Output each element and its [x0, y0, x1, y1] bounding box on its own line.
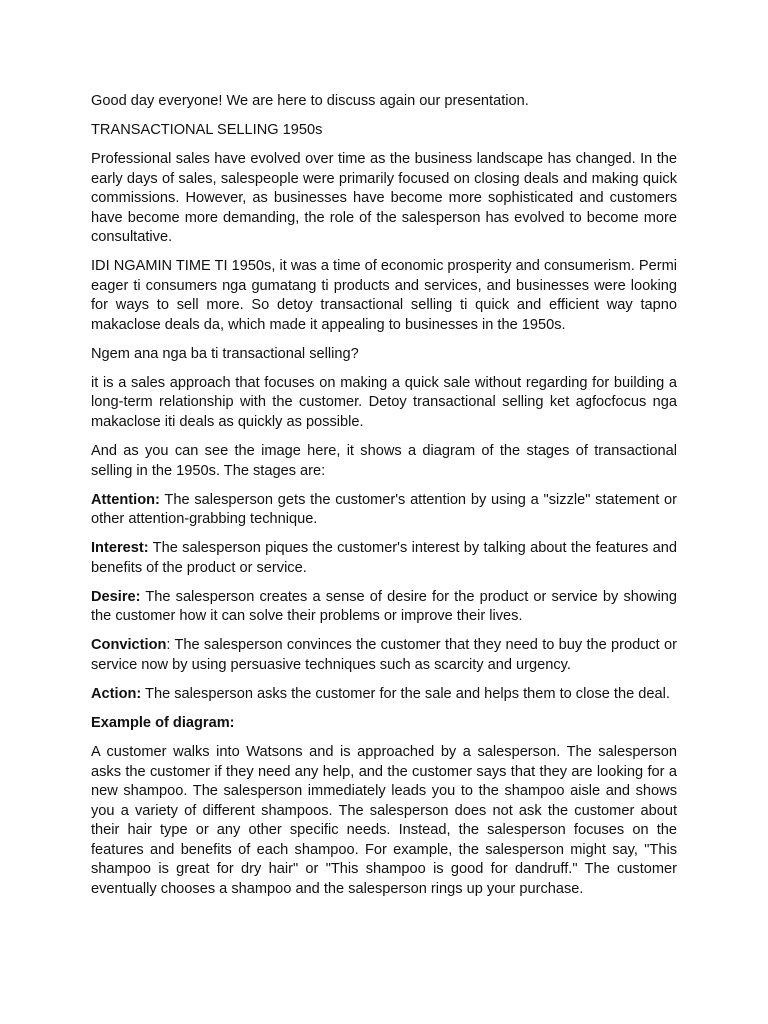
question-paragraph: Ngem ana nga ba ti transactional selling? — [91, 345, 359, 362]
era-paragraph: IDI NGAMIN TIME TI 1950s, it was a time of economic prosperity and consumerism. Permi eager ti consumers nga gumatang ti products and services, and businesses were looking for ways to sell more. So detoy transactional selling ti quick and efficient way tapno makaclose deals da, which made it appealing to businesses in the 1950s. — [91, 258, 677, 333]
stage-action — [91, 685, 677, 705]
diagram-intro-paragraph: And as you can see the image here, it shows a diagram of the stages of transactional selling in the 1950s. The stages are: — [91, 443, 677, 479]
section-heading: TRANSACTIONAL SELLING 1950s — [91, 122, 323, 139]
example-heading — [91, 714, 677, 734]
example-heading-text: Example of diagram: — [91, 715, 235, 732]
stage-text: The salesperson creates a sense of desire for the product or service by showing the customer how it can solve their problems or improve their lives. — [91, 588, 677, 625]
stage-attention — [91, 491, 677, 530]
stage-term: Action: — [91, 686, 142, 703]
stage-text: The salesperson asks the customer for the sale and helps them to close the deal. — [141, 686, 670, 703]
stage-text: : The salesperson convinces the customer that they need to buy the product or service now by using persuasive techniques such as scarcity and urgency. — [91, 637, 677, 673]
example-paragraph: A customer walks into Watsons and is approached by a salesperson. The salesperson asks the customer if they need any help, and the customer says that they are looking for a new shampoo. The salesperson immediately leads you to the shampoo aisle and shows you a variety of different shampoos. The salesperson does not ask the customer about their hair type or any other specific needs. Instead, the salesperson focuses on the features and benefits of each shampoo. For example, the salesperson might say, "This shampoo is great for dry hair" or "This shampoo is good for dandruff." The customer eventually chooses a shampoo and the salesperson rings up your purchase. — [91, 744, 677, 897]
stage-interest — [91, 539, 677, 578]
stage-term: Attention: — [91, 491, 160, 508]
stage-term: Desire: — [91, 588, 141, 605]
intro-paragraph: Professional sales have evolved over time as the business landscape has changed. In the early days of sales, salespeople were primarily focused on closing deals and making quick commissions. However, as businesses have become more sophisticated and customers have become more demanding, the role of the salesperson has evolved to become more consultative. — [91, 151, 677, 246]
stage-term: Conviction — [91, 637, 167, 654]
greeting-paragraph: Good day everyone! We are here to discuss again our presentation. — [91, 93, 529, 109]
stage-conviction — [91, 636, 677, 675]
stage-desire — [91, 588, 677, 627]
definition-paragraph: it is a sales approach that focuses on making a quick sale without regarding for building a long-term relationship with the customer. Detoy transactional selling ket agfocfocus nga makaclose iti deals as quickly as possible. — [91, 374, 677, 430]
stage-text: The salesperson piques the customer's interest by talking about the features and benefits of the product or service. — [91, 540, 677, 576]
document-page — [91, 92, 677, 909]
stage-text: The salesperson gets the customer's attention by using a "sizzle" statement or other attention-grabbing technique. — [91, 491, 677, 528]
stage-term: Interest: — [91, 540, 149, 557]
